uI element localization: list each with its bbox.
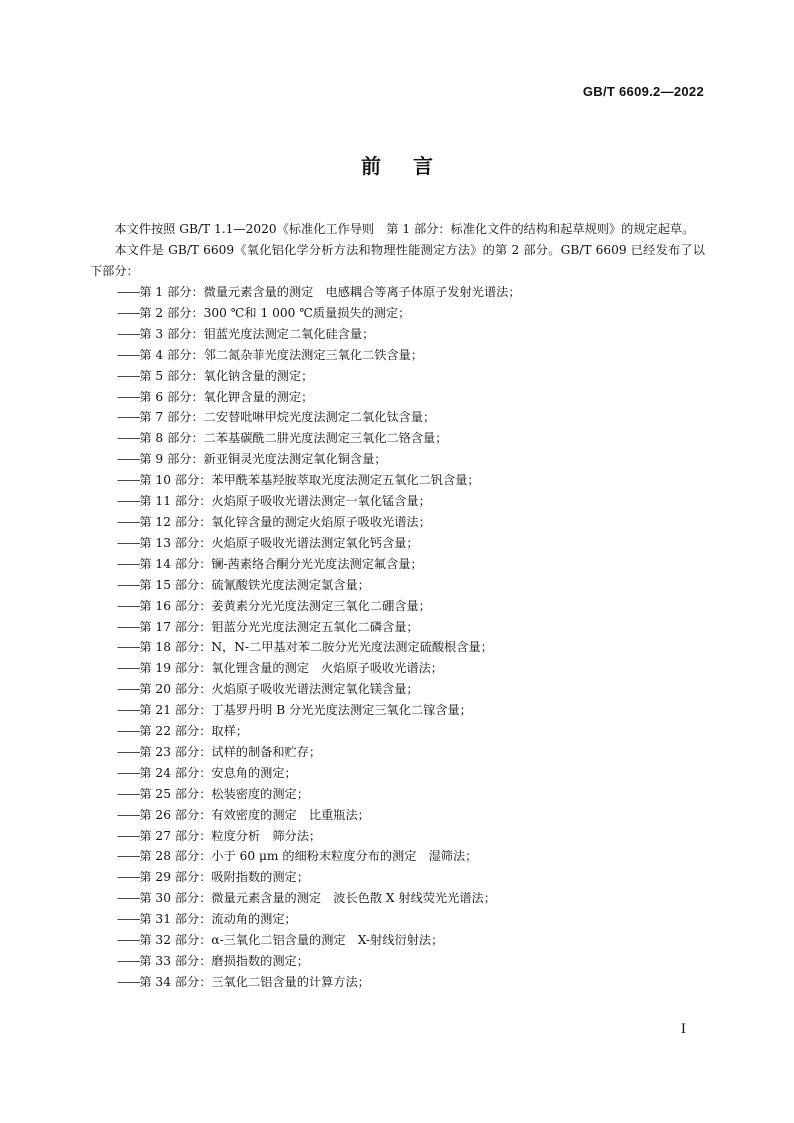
- list-item-text: 第 24 部分：安息角的测定；: [139, 765, 297, 780]
- list-item: [90, 637, 705, 658]
- list-dash: ——: [117, 849, 140, 864]
- list-item-text: 第 18 部分：N，N-二甲基对苯二胺分光光度法测定硫酸根含量；: [139, 640, 493, 655]
- list-item: [90, 972, 705, 993]
- list-item: [90, 679, 705, 700]
- list-item: [90, 909, 705, 930]
- list-item-text: 第 22 部分：取样；: [139, 724, 248, 739]
- list-item: [90, 387, 705, 408]
- list-dash: ——: [117, 326, 140, 341]
- list-item-text: 第 7 部分：二安替吡啉甲烷光度法测定二氧化钛含量；: [139, 410, 436, 425]
- list-dash: ——: [117, 494, 140, 509]
- list-dash: ——: [117, 452, 140, 467]
- list-dash: ——: [117, 807, 140, 822]
- list-item: [90, 805, 705, 826]
- list-dash: ——: [117, 535, 140, 550]
- list-item: [90, 721, 705, 742]
- list-item: [90, 826, 705, 847]
- list-item-text: 第 21 部分：丁基罗丹明 B 分光光度法测定三氧化二镓含量；: [139, 703, 472, 718]
- list-item-text: 第 2 部分：300 ℃和 1 000 ℃质量损失的测定；: [139, 305, 411, 320]
- list-dash: ——: [117, 870, 140, 885]
- list-dash: ——: [117, 974, 140, 989]
- list-dash: ——: [117, 786, 140, 801]
- list-item-text: 第 13 部分：火焰原子吸收光谱法测定氧化钙含量；: [139, 535, 419, 550]
- list-dash: ——: [117, 724, 140, 739]
- list-item-text: 第 34 部分：三氧化二铝含量的计算方法；: [139, 974, 370, 989]
- list-item: [90, 658, 705, 679]
- list-item-text: 第 14 部分：镧-茜素络合酮分光光度法测定氟含量；: [139, 556, 423, 571]
- document-body: [90, 219, 705, 993]
- list-item: [90, 742, 705, 763]
- list-dash: ——: [117, 347, 140, 362]
- list-dash: ——: [117, 912, 140, 927]
- list-item-text: 第 28 部分：小于 60 μm 的细粉末粒度分布的测定 湿筛法；: [139, 849, 478, 864]
- list-dash: ——: [117, 933, 140, 948]
- list-dash: ——: [117, 514, 140, 529]
- list-item: [90, 282, 705, 303]
- list-item-text: 第 17 部分：钼蓝分光光度法测定五氧化二磷含量；: [139, 619, 419, 634]
- list-item: [90, 763, 705, 784]
- list-item-text: 第 31 部分：流动角的测定；: [139, 912, 297, 927]
- list-dash: ——: [117, 661, 140, 676]
- parts-list: [90, 282, 705, 993]
- list-item: [90, 366, 705, 387]
- list-dash: ——: [117, 619, 140, 634]
- list-dash: ——: [117, 598, 140, 613]
- list-item: [90, 554, 705, 575]
- list-dash: ——: [117, 577, 140, 592]
- list-dash: ——: [117, 765, 140, 780]
- list-item: [90, 930, 705, 951]
- list-item: [90, 951, 705, 972]
- standard-code: GB/T 6609.2—2022: [582, 84, 704, 99]
- list-item: [90, 784, 705, 805]
- list-dash: ——: [117, 389, 140, 404]
- list-item: [90, 324, 705, 345]
- list-item: [90, 407, 705, 428]
- list-item: [90, 596, 705, 617]
- list-dash: ——: [117, 473, 140, 488]
- list-item-text: 第 1 部分：微量元素含量的测定 电感耦合等离子体原子发射光谱法；: [139, 285, 521, 299]
- list-dash: ——: [117, 285, 140, 299]
- list-item: [90, 491, 705, 512]
- list-item-text: 第 25 部分：松装密度的测定；: [139, 786, 309, 801]
- list-item-text: 第 32 部分：α-三氧化二铝含量的测定 X-射线衍射法；: [139, 933, 444, 948]
- list-dash: ——: [117, 305, 140, 320]
- list-item-text: 第 20 部分：火焰原子吸收光谱法测定氧化镁含量；: [139, 682, 419, 697]
- list-item-text: 第 30 部分：微量元素含量的测定 波长色散 X 射线荧光光谱法；: [139, 891, 496, 906]
- list-item: [90, 575, 705, 596]
- list-item: [90, 617, 705, 638]
- list-item: [90, 303, 705, 324]
- list-item-text: 第 15 部分：硫氰酸铁光度法测定氯含量；: [139, 577, 370, 592]
- list-item-text: 第 6 部分：氧化钾含量的测定；: [139, 389, 314, 404]
- list-item: [90, 700, 705, 721]
- list-item: [90, 449, 705, 470]
- list-item-text: 第 10 部分：苯甲酰苯基羟胺萃取光度法测定五氧化二钒含量；: [139, 473, 480, 488]
- list-item: [90, 345, 705, 366]
- page-number: I: [680, 1022, 686, 1037]
- list-item-text: 第 12 部分：氧化锌含量的测定火焰原子吸收光谱法；: [139, 514, 431, 529]
- list-item-text: 第 8 部分：二苯基碳酰二肼光度法测定三氧化二铬含量；: [139, 431, 448, 446]
- list-item: [90, 470, 705, 491]
- page-title: 前言: [361, 154, 465, 178]
- list-item-text: 第 9 部分：新亚铜灵光度法测定氧化铜含量；: [139, 452, 387, 467]
- list-dash: ——: [117, 368, 140, 383]
- list-dash: ——: [117, 891, 140, 906]
- series-paragraph: 本文件是 GB/T 6609《氧化铝化学分析方法和物理性能测定方法》的第 2 部分。GB/T 6609 已经发布了以下部分：: [90, 243, 705, 278]
- list-item: [90, 867, 705, 888]
- list-dash: ——: [117, 828, 140, 843]
- list-dash: ——: [117, 954, 140, 968]
- list-item-text: 第 4 部分：邻二氮杂菲光度法测定三氧化二铁含量；: [139, 347, 424, 362]
- list-item-text: 第 29 部分：吸附指数的测定；: [139, 870, 309, 885]
- list-item: [90, 888, 705, 909]
- list-item-text: 第 19 部分：氧化锂含量的测定 火焰原子吸收光谱法；: [139, 661, 443, 676]
- list-item-text: 第 27 部分：粒度分析 筛分法；: [139, 828, 322, 843]
- list-item: [90, 512, 705, 533]
- list-item: [90, 533, 705, 554]
- list-item: [90, 846, 705, 867]
- list-item-text: 第 26 部分：有效密度的测定 比重瓶法；: [139, 807, 370, 822]
- list-dash: ——: [117, 744, 140, 759]
- list-dash: ——: [117, 556, 140, 571]
- list-dash: ——: [117, 682, 140, 697]
- list-dash: ——: [117, 431, 140, 446]
- list-item-text: 第 16 部分：姜黄素分光光度法测定三氧化二硼含量；: [139, 598, 431, 613]
- list-item-text: 第 11 部分：火焰原子吸收光谱法测定一氧化锰含量；: [139, 494, 431, 509]
- list-item: [90, 428, 705, 449]
- list-dash: ——: [117, 703, 140, 718]
- list-item-text: 第 3 部分：钼蓝光度法测定二氧化硅含量；: [139, 326, 375, 341]
- list-item-text: 第 5 部分：氧化钠含量的测定；: [139, 368, 314, 383]
- list-item-text: 第 33 部分：磨损指数的测定；: [139, 954, 309, 968]
- list-dash: ——: [117, 640, 140, 655]
- list-item-text: 第 23 部分：试样的制备和贮存；: [139, 744, 322, 759]
- intro-paragraph: 本文件按照 GB/T 1.1—2020《标准化工作导则 第 1 部分：标准化文件的结构和起草规则》的规定起草。: [114, 222, 695, 236]
- list-dash: ——: [117, 410, 140, 425]
